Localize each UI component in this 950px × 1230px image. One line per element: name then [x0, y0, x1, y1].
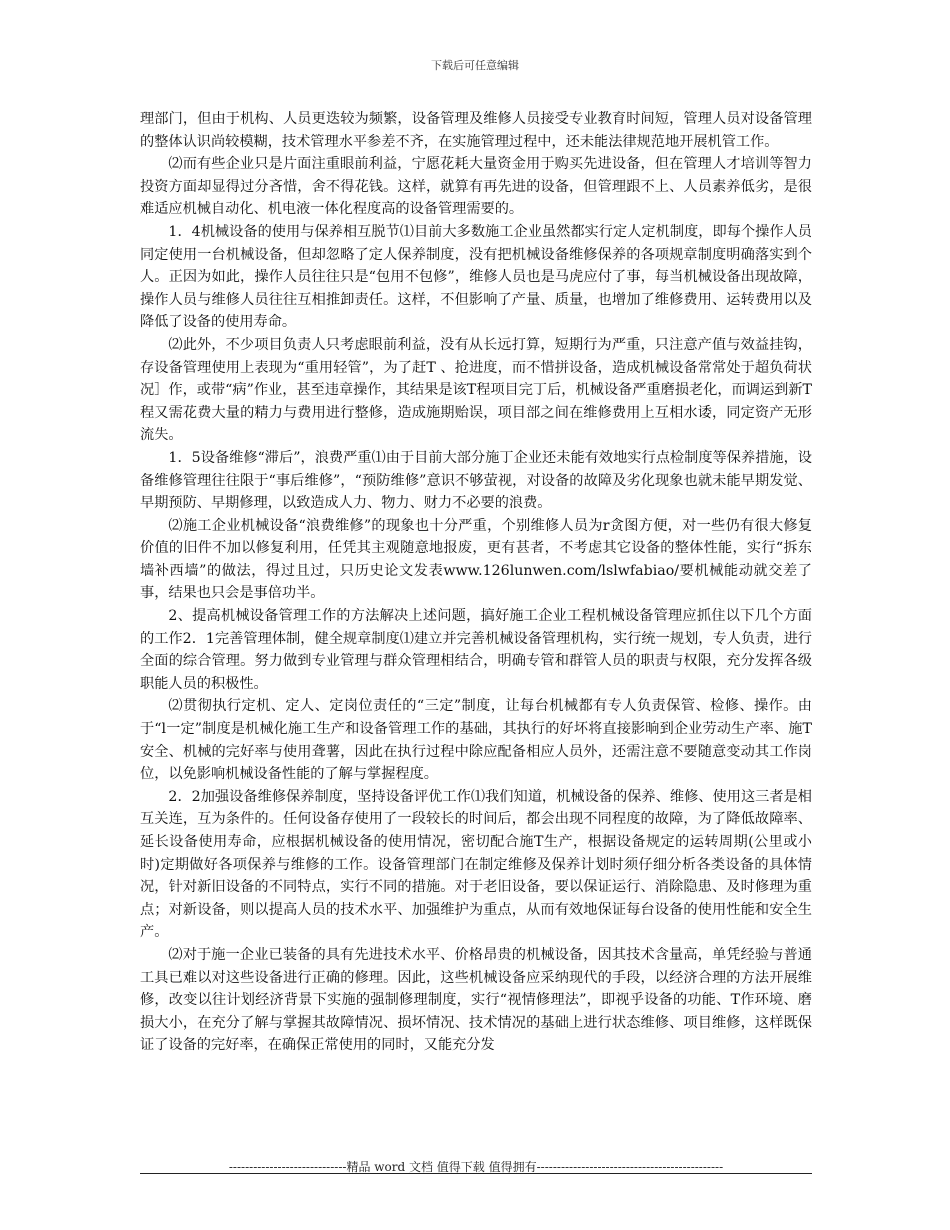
paragraph: ⑵对于施一企业已装备的具有先进技术水平、价格昂贵的机械设备，因其技术含量高，单凭经验与普通工具已难以对这些设备进行正确的修理。因此，这些机械设备应采纳现代的手段，以经济合理的方法开展维修，改变以往计划经济背景下实施的强制修理制度，实行“视情修理法”，即视乎设备的功能、T作环境、磨损大小，在充分了解与掌握其故障情况、损坏情况、技术情况的基础上进行状态维修、项目维修，这样既保证了设备的完好率，在确保正常使用的同时，又能充分发: [140, 946, 812, 1054]
paragraph: 2．2加强设备维修保养制度，坚持设备评优工作⑴我们知道，机械设备的保养、维修、使用这三者是相互关连，互为条件的。任何设备存使用了一段较长的时间后，都会出现不同程度的故障，为了降低故障率、延长设备使用寿命，应根据机械设备的使用情况，密切配合施T生产，根据设备规定的运转周期(公里或小时)定期做好各项保养与维修的工作。设备管理部门在制定维修及保养计划时须仔细分析各类设备的具体情况，针对新旧设备的不同特点，实行不同的措施。对于老旧设备，要以保证运行、消除隐患、及时修理为重点；对新设备，则以提高人员的技术水平、加强维护为重点，从而有效地保证每台设备的使用性能和安全生产。: [140, 788, 812, 941]
paragraph: ⑵贯彻执行定机、定人、定岗位责任的“三定”制度，让每台机械都有专人负责保管、检修、操作。由于“l一定”制度是机械化施工生产和设备管理工作的基础，其执行的好坏将直接影晌到企业劳动生产率、施T安全、机械的完好率与使用聋薯，因此在执行过程中除应配备相应人员外，还需注意不要随意变动其工作岗位，以免影响机械设备性能的了解与掌握程度。: [140, 698, 812, 783]
paragraph: ⑵施工企业机械设备“浪费维修”的现象也十分严重，个别维修人员为r贪图方便，对一些仍有很大修复价值的旧件不加以修复利用，任凭其主观随意地报废，更有甚者，不考虑其它设备的整体性能，实行“拆东墙补西墙”的做法，得过且过，只历史论文发表www.126lunwen.com/lslwfabiao/要机械能动就交差了事，结果也只会是事倍功半。: [140, 517, 812, 602]
page-footer: -----------------------------精品 word 文档 值得下载 值得拥有----------------------------------------------: [228, 1160, 724, 1174]
page-header: 下载后可任意编辑: [431, 59, 519, 72]
paragraph: 1．4机械设备的使用与保养相互脱节⑴目前大多数施工企业虽然都实行定人定机制度，即每个操作人员同定使用一台机械设备，但却忽略了定人保养制度，没有把机械设备维修保养的各项规章制度明确落实到个人。正因为如此，操作人员往往只是“包用不包修”，维修人员也是马虎应付了事，每当机械设备出现故障，操作人员与维修人员往往互相推卸责任。这样，不但影响了产量、质量，也增加了维修费用、运转费用以及降低了设备的使用寿命。: [140, 223, 812, 331]
paragraph: 1．5设备维修“滞后”，浪费严重⑴由于目前大部分施丁企业还未能有效地实行点检制度等保养措施，设备维修管理往往限于“事后维修”，“预防维修”意识不够萤视，对设备的故障及劣化现象也就未能早期发觉、早期预防、早期修理，以致造成人力、物力、财力不必要的浪费。: [140, 449, 812, 512]
paragraph: ⑵此外，不少项目负责人只考虑眼前利益，没有从长远打算，短期行为严重，只注意产值与效益挂钩，存设备管理使用上表现为“重用轻管”，为了赶T 、抢进度，而不惜拼设备，造成机械设备常常处于超负荷状况］作，或带“病”作业，甚至违章操作，其结果是该T程项目完丁后，机械设备严重磨损老化，而调运到新T程又需花费大量的精力与费用进行整修，造成施期贻误，项目部之间在维修费用上互相水诿，同定资产无形流失。: [140, 336, 812, 444]
paragraph: 理部门，但由于机构、人员更迭较为频繁，设备管理及维修人员接受专业教育时间短，管理人员对设备管理的整体认识尚较模糊，技术管理水平参差不齐，在实施管理过程中，还未能法律规范地开展机管工作。: [140, 111, 812, 150]
document-body: [140, 108, 812, 1057]
paragraph: 2、提高机械设备管理工作的方法解决上述问题，搞好施工企业工程机械设备管理应抓住以下几个方面的工作2．1完善管理体制，健全规章制度⑴建立并完善机械设备管理机构，实行统一规划，专人负责，进行全面的综合管理。努力做到专业管理与群众管理相结合，明确专管和群管人员的职责与权限，充分发挥各级职能人员的积极性。: [140, 608, 812, 692]
footer-divider: [140, 1173, 812, 1174]
paragraph: ⑵而有些企业只是片面注重眼前利益，宁愿花耗大量资金用于购买先进设备，但在管理人才培训等智力投资方面却显得过分吝惜，舍不得花钱。这样，就算有再先进的设备，但管理跟不上、人员素养低劣，是很难适应机械自动化、机电液一体化程度高的设备管理需要的。: [140, 156, 812, 218]
